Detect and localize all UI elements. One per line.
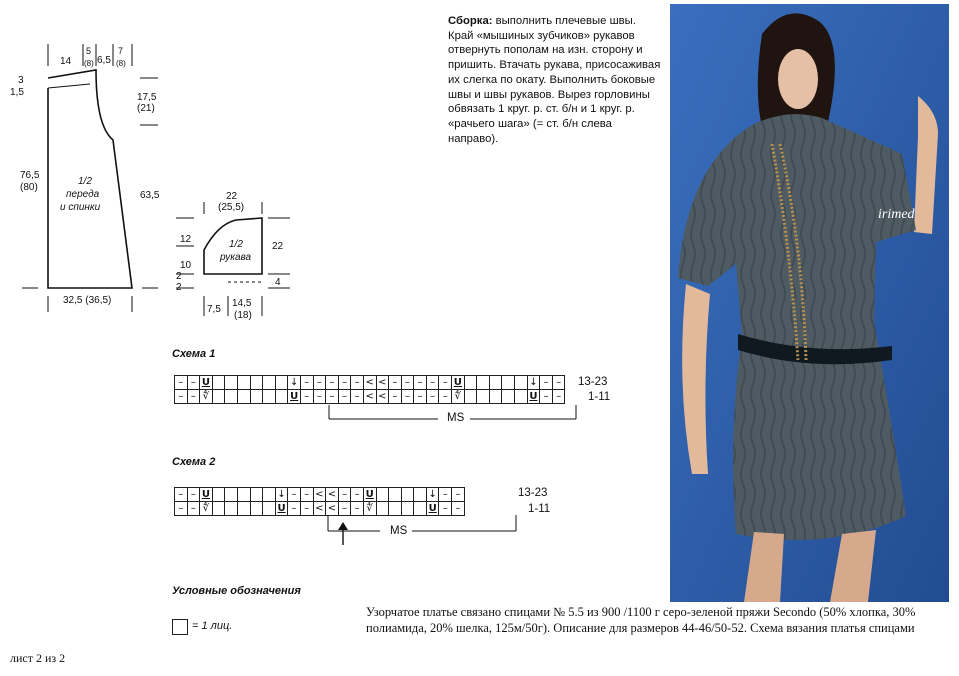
sleeve-dim-14-5: 14,5 — [232, 298, 252, 309]
stitch-cell: – — [351, 502, 364, 516]
stitch-cell: U — [452, 376, 465, 390]
stitch-cell: – — [439, 390, 452, 404]
scheme2-label-bottom: 1-11 — [528, 503, 551, 515]
scheme1-row-1 — [175, 376, 565, 390]
stitch-cell: ∜ — [452, 390, 465, 404]
stitch-cell: – — [540, 376, 553, 390]
stitch-cell: – — [452, 488, 465, 502]
assembly-body: выполнить плечевые швы. Край «мышиных зубчиков» рукавов отвернуть пополам на изн. сторону и пришить. Втачать рукава, присосаживая их слегка по окату. Выполнить боковые швы и швы рукавов. Вырез горловины обвязать 1 круг. р. ст. б/н и 1 круг. р. «рачьего шага» (= ст. б/н слева направо). — [448, 15, 661, 145]
scheme1-title: Схема 1 — [172, 348, 216, 360]
stitch-cell: – — [540, 390, 553, 404]
stitch-cell: – — [300, 390, 313, 404]
stitch-cell — [263, 488, 276, 502]
dim-17-5: 17,5 — [137, 92, 157, 103]
stitch-cell — [389, 488, 402, 502]
stitch-cell — [275, 376, 288, 390]
stitch-cell: – — [326, 376, 339, 390]
sleeve-dim-top-b: (25,5) — [218, 202, 245, 213]
stitch-cell: – — [338, 376, 351, 390]
stitch-cell: – — [187, 502, 200, 516]
stitch-cell: < — [376, 376, 389, 390]
stitch-cell — [376, 488, 389, 502]
caption: Узорчатое платье связано спицами № 5.5 из 900 /1100 г серо-зеленой пряжи Secondo (50% хлопка, 30% полиамида, 20% шелка, 125м/50г). Описание для размеров 44-46/50-52. Схема вязания платья спицами — [366, 605, 916, 635]
stitch-cell: – — [175, 376, 188, 390]
dim-7: 7 — [118, 46, 124, 56]
stitch-cell: < — [326, 502, 339, 516]
model-photo — [670, 4, 949, 602]
assembly-instructions — [448, 14, 663, 146]
stitch-cell — [237, 502, 250, 516]
sleeve-dim-2a: 2 — [176, 271, 182, 282]
sleeve-label-2: рукава — [220, 252, 252, 263]
stitch-cell — [225, 502, 238, 516]
stitch-cell: – — [439, 502, 452, 516]
stitch-cell: < — [326, 488, 339, 502]
dim-5b: (8) — [84, 59, 94, 68]
dim-76-5: 76,5 — [20, 170, 40, 181]
stitch-cell: U — [288, 390, 301, 404]
stitch-cell: – — [389, 376, 402, 390]
sleeve-dim-2b: 2 — [176, 282, 182, 293]
stitch-cell: – — [389, 390, 402, 404]
stitch-cell: – — [187, 390, 200, 404]
stitch-cell: – — [175, 502, 188, 516]
stitch-cell — [414, 502, 427, 516]
dim-6-5: 6,5 — [97, 55, 111, 66]
stitch-cell — [502, 376, 515, 390]
stitch-cell: ∜ — [363, 502, 376, 516]
stitch-cell: – — [313, 390, 326, 404]
stitch-cell: – — [401, 376, 414, 390]
sleeve-dim-12: 12 — [180, 234, 192, 245]
stitch-cell — [250, 502, 263, 516]
stitch-cell: – — [351, 376, 364, 390]
dim-5: 5 — [86, 46, 92, 56]
sleeve-dim-18: (18) — [234, 310, 252, 321]
stitch-cell: – — [175, 488, 188, 502]
stitch-cell — [489, 376, 502, 390]
stitch-cell — [515, 390, 528, 404]
stitch-cell — [225, 390, 238, 404]
scheme1-ms: MS — [447, 412, 465, 424]
scheme2-ms: MS — [390, 525, 408, 537]
dim-bottom: 32,5 (36,5) — [63, 295, 112, 306]
dim-80: (80) — [20, 182, 38, 193]
stitch-cell: – — [313, 376, 326, 390]
stitch-cell — [401, 488, 414, 502]
stitch-cell: U — [275, 502, 288, 516]
stitch-cell: – — [326, 390, 339, 404]
stitch-cell: – — [288, 502, 301, 516]
body-label-3: и спинки — [60, 202, 101, 213]
stitch-cell — [225, 488, 238, 502]
stitch-cell — [389, 502, 402, 516]
sleeve-dim-4: 4 — [275, 277, 281, 288]
dim-14: 14 — [60, 56, 72, 67]
stitch-cell — [502, 390, 515, 404]
stitch-cell: U — [200, 376, 213, 390]
scheme2-grid — [174, 487, 465, 516]
scheme2-label-top: 13-23 — [518, 487, 548, 499]
sleeve-dim-top: 22 — [226, 191, 238, 202]
stitch-cell: – — [187, 488, 200, 502]
stitch-cell — [212, 502, 225, 516]
stitch-cell: U — [363, 488, 376, 502]
dim-1-5: 1,5 — [10, 87, 24, 98]
stitch-cell — [376, 502, 389, 516]
stitch-cell — [212, 390, 225, 404]
scheme1-label-top: 13-23 — [578, 376, 608, 388]
stitch-cell: – — [414, 390, 427, 404]
legend-item: = 1 лиц. — [192, 620, 233, 632]
stitch-cell: – — [414, 376, 427, 390]
sleeve-dim-10: 10 — [180, 260, 192, 271]
stitch-cell: ∜ — [200, 390, 213, 404]
stitch-cell: – — [338, 488, 351, 502]
stitch-cell: – — [439, 488, 452, 502]
scheme2-row-1 — [175, 488, 465, 502]
stitch-cell: – — [351, 488, 364, 502]
stitch-cell — [263, 376, 276, 390]
stitch-cell: – — [401, 390, 414, 404]
stitch-cell — [477, 376, 490, 390]
stitch-cell: – — [552, 376, 565, 390]
stitch-cell — [250, 376, 263, 390]
legend-title: Условные обозначения — [172, 585, 301, 597]
stitch-cell: ∜ — [200, 502, 213, 516]
sheet-counter: лист 2 из 2 — [10, 651, 66, 665]
photo-watermark: irimed — [878, 207, 915, 222]
scheme1-grid — [174, 375, 565, 404]
stitch-cell: – — [288, 488, 301, 502]
stitch-cell — [464, 390, 477, 404]
stitch-cell: – — [452, 502, 465, 516]
sleeve-dim-7-5: 7,5 — [207, 304, 221, 315]
stitch-cell: < — [376, 390, 389, 404]
stitch-cell — [263, 390, 276, 404]
dim-63-5: 63,5 — [140, 190, 160, 201]
stitch-cell: < — [313, 488, 326, 502]
scheme2-arrow-icon — [336, 520, 350, 546]
stitch-cell — [237, 488, 250, 502]
assembly-heading: Сборка: — [448, 15, 493, 27]
stitch-cell: – — [300, 376, 313, 390]
dim-21: (21) — [137, 103, 155, 114]
stitch-cell — [250, 390, 263, 404]
stitch-cell: – — [439, 376, 452, 390]
stitch-cell — [401, 502, 414, 516]
stitch-cell: – — [426, 390, 439, 404]
stitch-cell — [515, 376, 528, 390]
stitch-cell: – — [338, 502, 351, 516]
scheme2-ms-bracket — [320, 515, 520, 547]
sleeve-dim-22: 22 — [272, 241, 284, 252]
stitch-cell — [477, 390, 490, 404]
stitch-cell — [237, 376, 250, 390]
body-label-2: переда — [66, 189, 100, 200]
stitch-cell: – — [175, 390, 188, 404]
stitch-cell: – — [338, 390, 351, 404]
stitch-cell — [250, 488, 263, 502]
stitch-cell — [489, 390, 502, 404]
stitch-cell — [263, 502, 276, 516]
stitch-cell — [464, 376, 477, 390]
stitch-cell: – — [351, 390, 364, 404]
body-label-1: 1/2 — [78, 176, 92, 187]
scheme2-title: Схема 2 — [172, 456, 216, 468]
legend-box-icon — [172, 619, 188, 635]
dim-7b: (8) — [116, 59, 126, 68]
stitch-cell: U — [200, 488, 213, 502]
stitch-cell — [414, 488, 427, 502]
stitch-cell: U — [426, 502, 439, 516]
stitch-cell: – — [300, 502, 313, 516]
stitch-cell: U — [527, 390, 540, 404]
stitch-cell — [212, 376, 225, 390]
stitch-cell — [275, 390, 288, 404]
stitch-cell — [212, 488, 225, 502]
stitch-cell: < — [363, 390, 376, 404]
stitch-cell: < — [363, 376, 376, 390]
dim-3: 3 — [18, 75, 24, 86]
stitch-cell: ↓ — [426, 488, 439, 502]
scheme1-label-bottom: 1-11 — [588, 391, 611, 403]
stitch-cell: – — [300, 488, 313, 502]
stitch-cell: – — [552, 390, 565, 404]
stitch-cell: ↓ — [288, 376, 301, 390]
stitch-cell — [237, 390, 250, 404]
scheme1-row-2 — [175, 390, 565, 404]
stitch-cell: – — [187, 376, 200, 390]
stitch-cell: < — [313, 502, 326, 516]
stitch-cell: ↓ — [527, 376, 540, 390]
stitch-cell: ↓ — [275, 488, 288, 502]
stitch-cell: – — [426, 376, 439, 390]
sleeve-label-1: 1/2 — [229, 239, 243, 250]
scheme2-row-2 — [175, 502, 465, 516]
stitch-cell — [225, 376, 238, 390]
